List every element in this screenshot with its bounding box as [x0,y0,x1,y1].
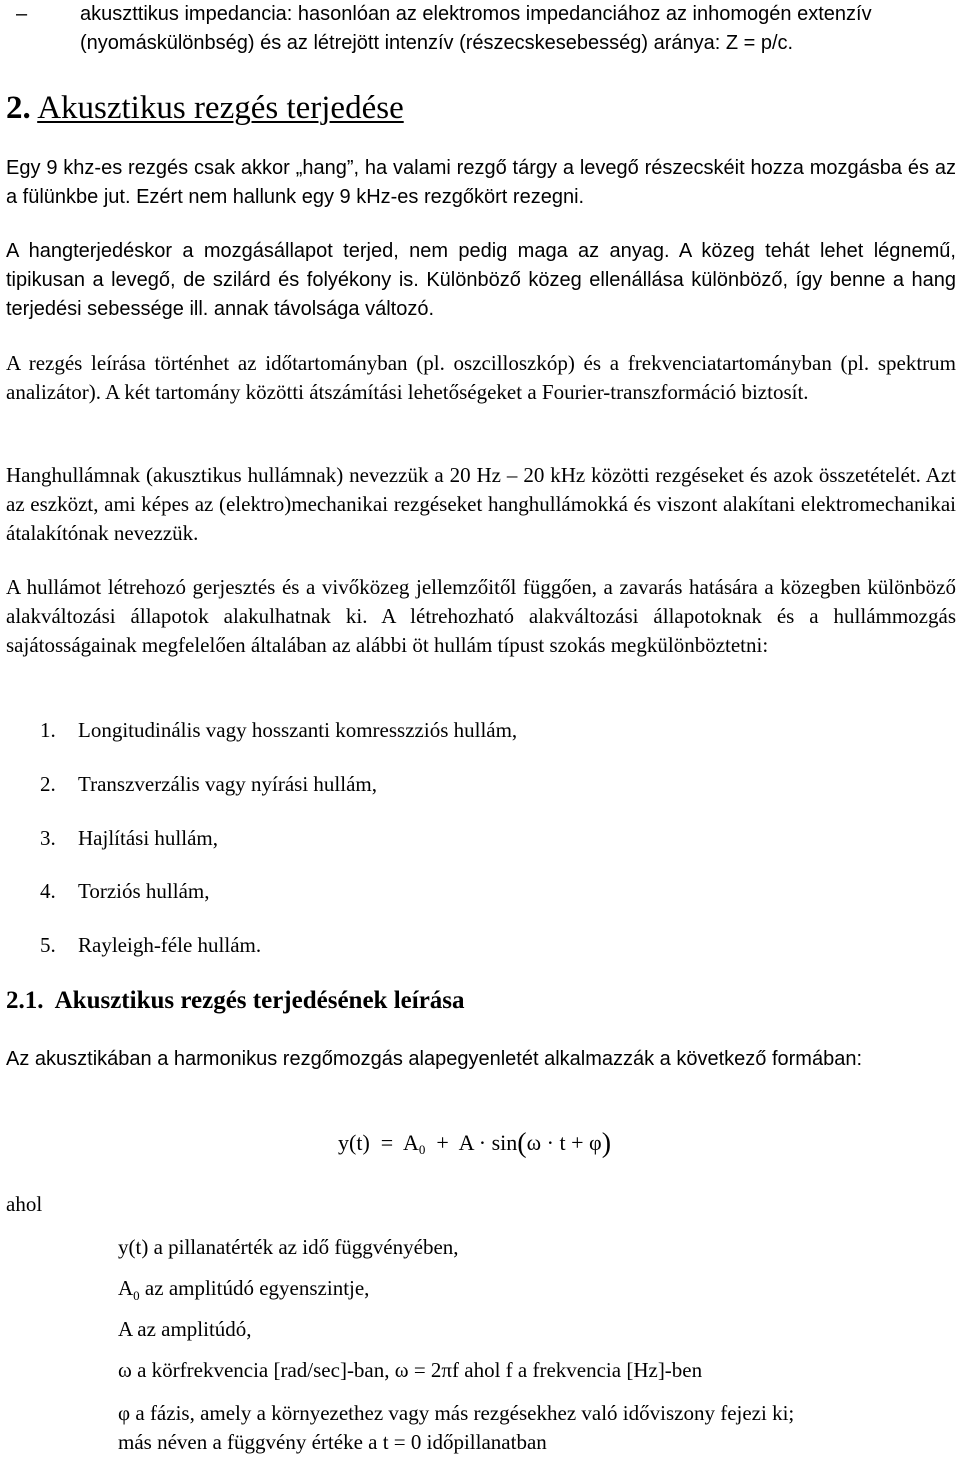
eq-plus-2: + [571,1130,584,1155]
eq-omega: ω [526,1130,542,1155]
definition-5-line-1: φ a fázis, amely a környezethez vagy más rezgésekhez való időviszony fejezi ki; [118,1401,795,1425]
eq-amp: A [458,1130,474,1155]
paragraph-5: A hullámot létrehozó gerjesztés és a vivőközeg jellemzőitől függően, a zavarás hatására a közegben különböző alakváltozási állapotok alakulhatnak ki. A létrehozható alakváltozási állapotoknak és a hullámmozgás sajátosságainak megfelelően általában az alábbi öt hullám típust szokás megkülönböztetni: [6,575,956,657]
definition-5-line-2: más néven a függvény értéke a t = 0 időpillanatban [118,1430,547,1454]
definition-2-sub: 0 [133,1288,140,1304]
section-2-1-title: Akusztikus rezgés terjedésének leírása [54,987,465,1014]
list-number: 3. [40,826,56,850]
list-text: Transzverzális vagy nyírási hullám, [78,772,377,796]
eq-a0 [403,1130,425,1155]
dash-bullet: – [16,3,28,25]
ahol-label: ahol [6,1192,43,1216]
definition-3: A az amplitúdó, [118,1317,252,1341]
list-number: 4. [40,879,56,903]
definition-2-symbol: A [118,1276,134,1300]
section-2-heading [6,88,404,128]
paragraph-6: Az akusztikában a harmonikus rezgőmozgás alapegyenletét alkalmazzák a következő formában: [6,1048,863,1070]
eq-plus-1: + [436,1130,449,1155]
definition-5 [118,1399,958,1457]
eq-sin: sin [491,1130,518,1155]
eq-lhs: y(t) [338,1130,370,1155]
eq-a0-base: A [402,1130,419,1155]
harmonic-equation [338,1128,611,1165]
definition-4: ω a körfrekvencia [rad/sec]-ban, ω = 2πf ahol f a frekvencia [Hz]-ben [118,1358,703,1382]
list-text: Rayleigh-féle hullám. [78,933,262,957]
eq-equals: = [380,1130,394,1155]
list-text: Longitudinális vagy hosszanti komresszziós hullám, [78,718,518,742]
eq-a0-sub: 0 [418,1142,426,1157]
paragraph-3: A rezgés leírása történhet az időtartományban (pl. oszcilloszkóp) és a frekvenciatartományban (pl. spektrum analizátor). A két tartomány közötti átszámítási lehetőségeket a Fourier-transzformáció biztosít. [6,351,956,404]
list-text: Torziós hullám, [78,879,210,903]
list-text: Hajlítási hullám, [78,826,218,850]
section-2-1-heading [6,984,465,1018]
definition-2 [118,1274,958,1310]
eq-dot-2: · [546,1130,554,1155]
definition-1: y(t) a pillanatérték az idő függvényében, [118,1235,459,1259]
section-2-number: 2. [6,90,31,126]
definition-2-text: az amplitúdó egyenszintje, [139,1276,370,1300]
top-item-line-2: (nyomáskülönbség) és az létrejött intenzív (részecskesebesség) aránya: Z = p/c. [80,32,794,54]
list-item [40,770,377,799]
top-item-line-1: akuszttikus impedancia: hasonlóan az elektromos impedanciához az inhomogén extenzív [80,3,872,25]
eq-close-paren: ) [601,1128,612,1159]
section-2-1-number: 2.1. [6,987,44,1014]
top-list-item [6,0,956,58]
eq-dot-1: · [478,1130,487,1155]
paragraph-4: Hanghullámnak (akusztikus hullámnak) nevezzük a 20 Hz – 20 kHz közötti rezgéseket és azok összetételét. Azt az eszközt, ami képes az (elektro)mechanikai rezgéseket hanghullámokká és viszont alakítani elektromechanikai átalakítónak nevezzük. [6,463,956,545]
list-number: 2. [40,772,56,796]
list-item [40,824,218,853]
list-number: 5. [40,933,56,957]
list-number: 1. [40,718,56,742]
eq-t: t [559,1130,566,1155]
eq-phi: φ [588,1130,602,1155]
section-2-title: Akusztikus rezgés terjedése [37,90,404,126]
paragraph-1: Egy 9 khz-es rezgés csak akkor „hang”, ha valami rezgő tárgy a levegő részecskéit hozza mozgásba és az a fülünkbe jut. Ezért nem hallunk egy 9 kHz-es rezgőkört rezegni. [6,157,956,208]
list-item [40,716,517,745]
eq-open-paren: ( [517,1128,527,1159]
list-item [40,931,261,960]
list-item [40,877,210,906]
paragraph-2: A hangterjedéskor a mozgásállapot terjed, nem pedig maga az anyag. A közeg tehát lehet légnemű, tipikusan a levegő, de szilárd és folyékony is. Különböző közeg ellenállása különböző, így benne a hang terjedési sebessége ill. annak távolsága változó. [6,240,956,320]
